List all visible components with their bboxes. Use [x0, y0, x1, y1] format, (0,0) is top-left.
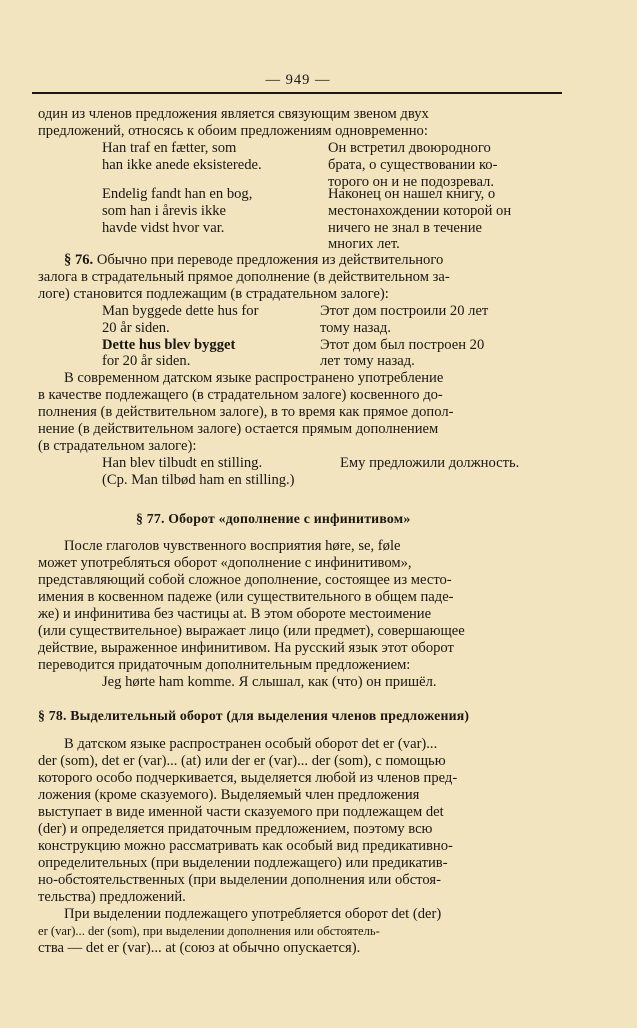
text-line: переводится придаточным дополнительным предложением: [38, 657, 411, 673]
text-line: предложений, относясь к обоим предложениям одновременно: [38, 123, 428, 139]
section-77-heading: § 77. Оборот «дополнение с инфинитивом» [136, 511, 411, 526]
text-line: (в страдательном залоге): [38, 438, 197, 454]
text-line: которого особо подчеркивается, выделяется любой из членов пред- [38, 770, 458, 786]
document-page [38, 0, 558, 1028]
example-russian: Он встретил двоюродного [328, 140, 491, 156]
example-danish: Han traf en fætter, som [102, 140, 237, 156]
header-rule [32, 92, 562, 94]
example-danish: Endelig fandt han en bog, [102, 186, 253, 202]
example-danish: som han i årevis ikke [102, 203, 227, 219]
example-russian: Ему предложили должность. [340, 455, 520, 471]
example-russian: многих лет. [328, 236, 400, 252]
example-russian: лет тому назад. [320, 353, 415, 369]
text-line: действие, выраженное инфинитивом. На русский язык этот оборот [38, 640, 454, 656]
text-line: определительных (при выделении подлежащего) или предикатив- [38, 855, 448, 871]
text-line: В современном датском языке распространено употребление [64, 370, 444, 386]
text-line: логе) становится подлежащим (в страдательном залоге): [38, 286, 389, 302]
example-danish: han ikke anede eksisterede. [102, 157, 262, 173]
text-line: один из членов предложения является связующим звеном двух [38, 106, 429, 122]
text-line: ложения (кроме сказуемого). Выделяемый член предложения [38, 787, 420, 803]
text-line: При выделении подлежащего употребляется оборот det (der) [64, 906, 442, 922]
text-line: залога в страдательный прямое дополнение (в действительном за- [38, 269, 450, 285]
example-danish: Man byggede dette hus for [102, 303, 259, 319]
example-russian: Этот дом построили 20 лет [320, 303, 489, 319]
example-russian: Наконец он нашел книгу, о [328, 186, 496, 202]
example-danish: for 20 år siden. [102, 353, 191, 369]
example-russian: тому назад. [320, 320, 391, 336]
text-line: имения в косвенном падеже (или существительного в общем паде- [38, 589, 454, 605]
example-danish: havde vidst hvor var. [102, 220, 225, 236]
section-76-intro: § 76. Обычно при переводе предложения из действительного [64, 252, 444, 268]
text-line: ства — det er (var)... at (союз at обычно опускается). [38, 940, 361, 956]
text-line: но-обстоятельственных (при выделении дополнения или обстоя- [38, 872, 441, 888]
example-line: Jeg hørte ham komme. Я слышал, как (что) он пришёл. [102, 674, 437, 690]
example-russian: ничего не знал в течение [328, 220, 482, 236]
example-comparison: (Cp. Man tilbød ham en stilling.) [102, 472, 295, 488]
text-line: тельства) предложений. [38, 889, 186, 905]
example-russian: Этот дом был построен 20 [320, 337, 485, 353]
text-line: полнения (в действительном залоге), в то время как прямое допол- [38, 404, 454, 420]
text-line: же) и инфинитива без частицы at. В этом обороте местоимение [38, 606, 432, 622]
text-line: в качестве подлежащего (в страдательном залоге) косвенного до- [38, 387, 443, 403]
text-line: der (som), det er (var)... (at) или der er (var)... der (som), с помощью [38, 753, 446, 769]
text-line: может употребляться оборот «дополнение с инфинитивом», [38, 555, 412, 571]
text-line: После глаголов чувственного восприятия høre, se, føle [64, 538, 401, 554]
text-line: В датском языке распространен особый оборот det er (var)... [64, 736, 438, 752]
example-russian: местонахождении которой он [328, 203, 512, 219]
text-line: представляющий собой сложное дополнение, состоящее из место- [38, 572, 452, 588]
text-line: (der) и определяется придаточным предложением, поэтому всю [38, 821, 433, 837]
text-line: (или существительное) выражает лицо (или предмет), совершающее [38, 623, 465, 639]
example-russian: брата, о существовании ко- [328, 157, 498, 173]
page-number: — 949 — [265, 72, 331, 88]
text-line: er (var)... der (som), при выделении дополнения или обстоятель- [38, 924, 380, 938]
example-danish: Dette hus blev bygget [102, 337, 236, 353]
text-line: нение (в действительном залоге) остается прямым дополнением [38, 421, 439, 437]
example-danish: Han blev tilbudt en stilling. [102, 455, 263, 471]
example-danish: 20 år siden. [102, 320, 170, 336]
text-line: конструкцию можно рассматривать как особый вид предикативно- [38, 838, 453, 854]
section-78-heading: § 78. Выделительный оборот (для выделения членов предложения) [38, 708, 470, 723]
text-line: выступает в виде именной части сказуемого при подлежащем det [38, 804, 444, 820]
example-russian: торого он и не подозревал. [328, 174, 494, 190]
